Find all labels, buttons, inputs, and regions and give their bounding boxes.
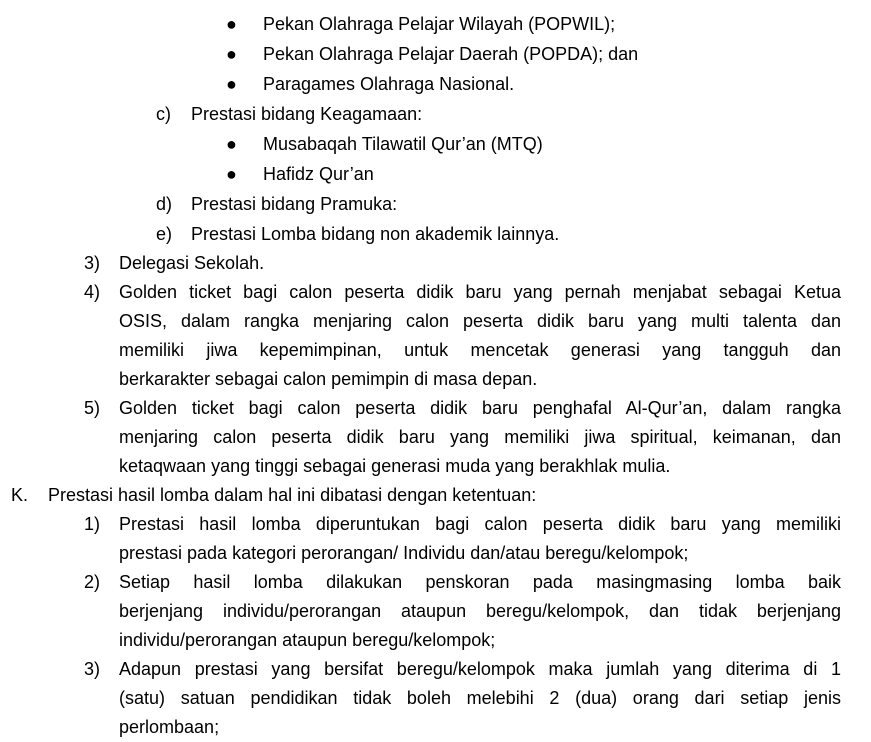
paragraph-line: perlombaan; xyxy=(119,717,220,737)
paragraph-line: Setiap hasil lomba dilakukan penskoran pada masingmasing lomba baik xyxy=(119,572,841,592)
paragraph-line: menjaring calon peserta didik baru yang memiliki jiwa spiritual, keimanan, dan xyxy=(119,427,841,447)
list-item: Prestasi bidang Keagamaan: xyxy=(191,104,423,124)
paragraph-line: Golden ticket bagi calon peserta didik baru penghafal Al-Qur’an, dalam rangka xyxy=(119,398,841,418)
section-marker: K. xyxy=(11,485,29,505)
bullet-icon: ● xyxy=(226,74,237,94)
list-item: Pekan Olahraga Pelajar Wilayah (POPWIL); xyxy=(263,14,616,34)
item-marker: 5) xyxy=(84,398,101,418)
section-heading: Prestasi hasil lomba dalam hal ini dibatasi dengan ketentuan: xyxy=(48,485,537,505)
list-item: Musabaqah Tilawatil Qur’an (MTQ) xyxy=(263,134,543,154)
item-marker: 1) xyxy=(84,514,101,534)
paragraph-line: Prestasi hasil lomba diperuntukan bagi calon peserta didik baru yang memiliki xyxy=(119,514,841,534)
bullet-icon: ● xyxy=(226,44,237,64)
item-marker: d) xyxy=(156,194,173,214)
list-item: Prestasi Lomba bidang non akademik lainnya. xyxy=(191,224,560,244)
item-marker: 3) xyxy=(84,253,101,273)
item-marker: 4) xyxy=(84,282,101,302)
paragraph-line: Adapun prestasi yang bersifat beregu/kelompok maka jumlah yang diterima di 1 xyxy=(119,659,841,679)
paragraph-line: ketaqwaan yang tinggi sebagai generasi muda yang berakhlak mulia. xyxy=(119,456,671,476)
bullet-icon: ● xyxy=(226,134,237,154)
list-item: Pekan Olahraga Pelajar Daerah (POPDA); dan xyxy=(263,44,639,64)
paragraph-line: Golden ticket bagi calon peserta didik baru yang pernah menjabat sebagai Ketua xyxy=(119,282,841,302)
list-item: Delegasi Sekolah. xyxy=(119,253,265,273)
paragraph-line: prestasi pada kategori perorangan/ Individu dan/atau beregu/kelompok; xyxy=(119,543,689,563)
bullet-icon: ● xyxy=(226,164,237,184)
item-marker: e) xyxy=(156,224,173,244)
item-marker: 3) xyxy=(84,659,101,679)
paragraph-line: berkarakter sebagai calon pemimpin di masa depan. xyxy=(119,369,538,389)
list-item: Prestasi bidang Pramuka: xyxy=(191,194,398,214)
bullet-icon: ● xyxy=(226,14,237,34)
item-marker: c) xyxy=(156,104,171,124)
paragraph-line: berjenjang individu/perorangan ataupun beregu/kelompok, dan tidak berjenjang xyxy=(119,601,841,621)
paragraph-line: (satu) satuan pendidikan tidak boleh melebihi 2 (dua) orang dari setiap jenis xyxy=(119,688,841,708)
list-item: Paragames Olahraga Nasional. xyxy=(263,74,515,94)
list-item: Hafidz Qur’an xyxy=(263,164,374,184)
paragraph-line: OSIS, dalam rangka menjaring calon peserta didik baru yang multi talenta dan xyxy=(119,311,841,331)
paragraph-line: memiliki jiwa kepemimpinan, untuk mencetak generasi yang tangguh dan xyxy=(119,340,841,360)
paragraph-line: individu/perorangan ataupun beregu/kelompok; xyxy=(119,630,496,650)
item-marker: 2) xyxy=(84,572,101,592)
